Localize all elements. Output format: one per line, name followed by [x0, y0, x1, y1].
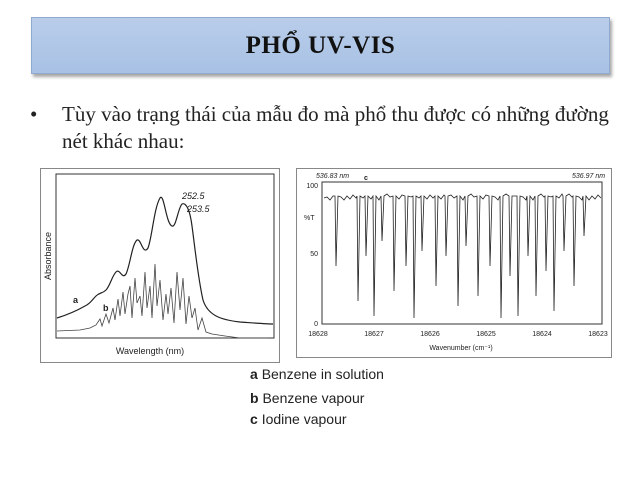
caption-b-text: Benzene vapour: [262, 390, 365, 406]
iodine-vapour-figure: [296, 168, 612, 358]
y-tick-0: 0: [314, 321, 318, 328]
peak-label-252-5: 252.5: [182, 191, 205, 201]
wavenumber-axis-label: Wavenumber (cm⁻¹): [429, 345, 493, 352]
x-tick-18628: 18628: [308, 331, 328, 338]
benzene-absorbance-figure: [40, 168, 280, 363]
transmittance-axis-label: %T: [304, 215, 315, 222]
wavelength-marker-left: 536.83 nm: [316, 173, 350, 180]
caption-b: [250, 390, 364, 406]
wavelength-marker-right: 536.97 nm: [572, 173, 606, 180]
x-tick-18627: 18627: [364, 331, 384, 338]
caption-c-letter: c: [250, 411, 258, 427]
caption-a-text: Benzene in solution: [261, 366, 384, 382]
x-tick-18623: 18623: [588, 331, 608, 338]
curve-b-label: b: [103, 303, 109, 313]
y-tick-100: 100: [306, 183, 318, 190]
curve-a-label: a: [73, 295, 79, 305]
slide-title-banner: [31, 17, 610, 74]
y-tick-50: 50: [310, 251, 318, 258]
peak-label-253-5: 253.5: [187, 204, 210, 214]
caption-b-letter: b: [250, 390, 259, 406]
panel-c-label: c: [364, 175, 368, 182]
caption-a-letter: a: [250, 366, 258, 382]
absorbance-axis-label: Absorbance: [43, 231, 53, 281]
wavelength-axis-label: Wavelength (nm): [115, 346, 185, 356]
caption-a: [250, 366, 384, 382]
bullet-text: Tùy vào trạng thái của mẫu đo mà phổ thu được có những đường nét khác nhau:: [62, 102, 609, 153]
bullet-marker: •: [30, 102, 38, 126]
x-tick-18624: 18624: [532, 331, 552, 338]
slide-title: PHỔ UV-VIS: [245, 31, 396, 59]
caption-c: [250, 411, 347, 427]
x-tick-18625: 18625: [476, 331, 496, 338]
x-tick-18626: 18626: [420, 331, 440, 338]
caption-c-text: Iodine vapour: [261, 411, 347, 427]
